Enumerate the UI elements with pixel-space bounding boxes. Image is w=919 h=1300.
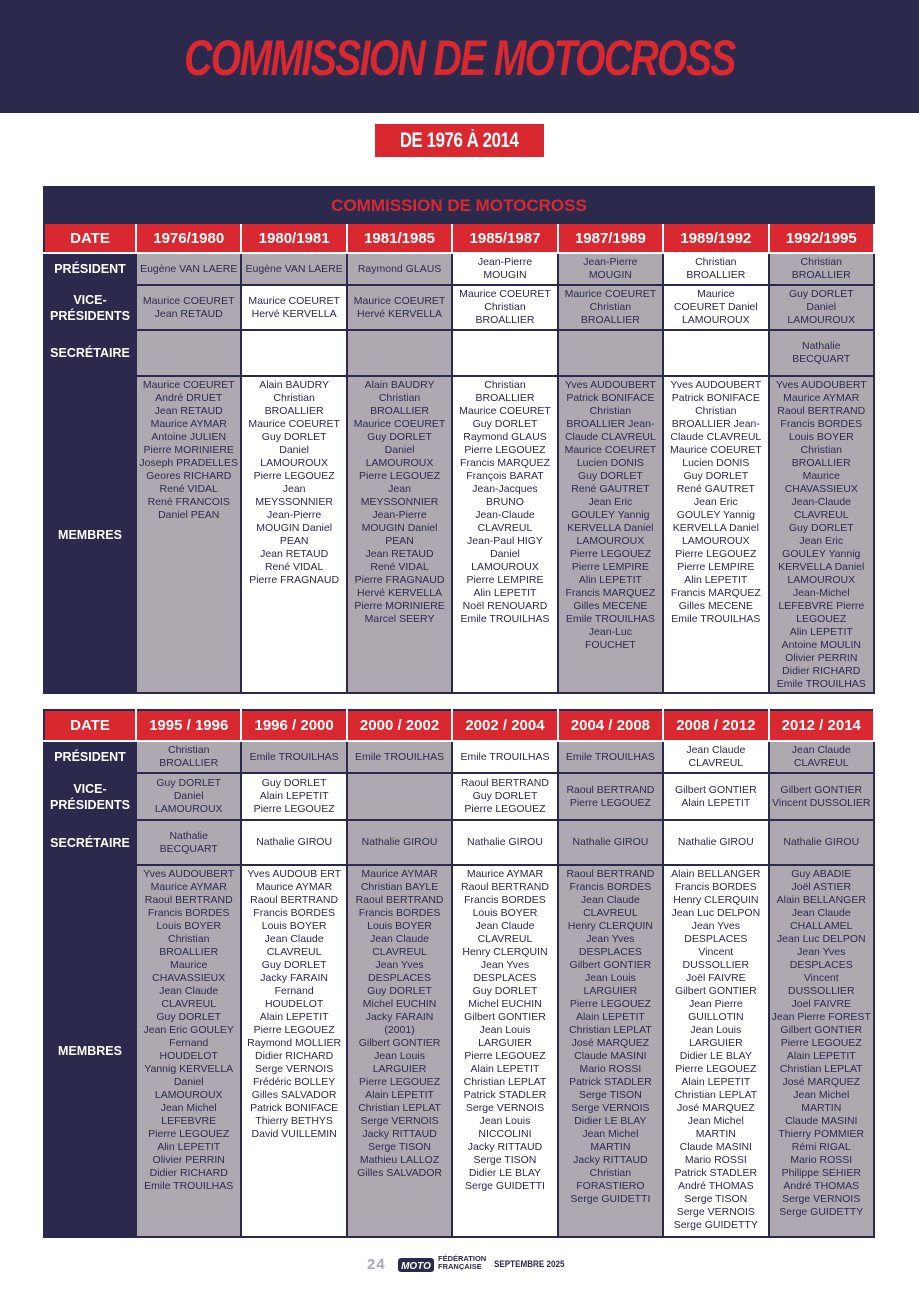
president-cell: Jean Claude CLAVREUL bbox=[663, 741, 768, 773]
membres-cell: Alain BAUDRY Christian BROALLIER Maurice COEURET Guy DORLET Daniel LAMOUROUX Pierre LEGOUEZ Jean MEYSSONNIER Jean-Pierre MOUGIN Daniel PEAN Jean RETAUD René VIDAL Pierre FRAGNAUD bbox=[241, 376, 346, 693]
row-header-vice: VICE- PRÉSIDENTS bbox=[44, 285, 136, 330]
president-cell: Emile TROUILHAS bbox=[558, 741, 663, 773]
row-header-president: PRÉSIDENT bbox=[44, 253, 136, 285]
president-cell: Emile TROUILHAS bbox=[347, 741, 452, 773]
secretaire-cell: Nathalie BECQUART bbox=[769, 330, 874, 376]
secretaire-cell: Nathalie GIROU bbox=[347, 820, 452, 865]
secretaire-cell bbox=[241, 330, 346, 376]
president-cell: Eugène VAN LAERE bbox=[241, 253, 346, 285]
membres-cell: Yves AUDOUB ERT Maurice AYMAR Raoul BERTRAND Francis BORDES Louis BOYER Jean Claude CLAVREUL Guy DORLET Jacky FARAIN Fernand HOUDELOT Alain LEPETIT Pierre LEGOUEZ Raymond MOLLIER Didier RICHARD Serge VERNOIS Frédéric BOLLEY Gilles SALVADOR Patrick BONIFACE Thierry BETHYS David VUILLEMIN bbox=[241, 865, 346, 1237]
page-title: COMMISSION DE MOTOCROSS bbox=[184, 30, 735, 86]
period-header: 1989/1992 bbox=[663, 223, 768, 253]
logo-text: MOTO bbox=[401, 1261, 431, 1272]
president-cell: Jean Claude CLAVREUL bbox=[769, 741, 874, 773]
president-row bbox=[44, 253, 874, 285]
vice-president-row bbox=[44, 773, 874, 820]
row-header-date: DATE bbox=[44, 223, 136, 253]
vice-cell bbox=[347, 773, 452, 820]
president-cell: Christian BROALLIER bbox=[136, 741, 241, 773]
vice-cell: Gilbert GONTIER Alain LEPETIT bbox=[663, 773, 768, 820]
period-header: 1985/1987 bbox=[452, 223, 557, 253]
membres-cell: Yves AUDOUBERT Maurice AYMAR Raoul BERTRAND Francis BORDES Louis BOYER Christian BROALLIER Maurice CHAVASSIEUX Jean Claude CLAVREUL Guy DORLET Jean Eric GOULEY Fernand HOUDELOT Yannig KERVELLA Daniel LAMOUROUX Jean Michel LEFEBVRE Pierre LEGOUEZ Alin LEPETIT Olivier PERRIN Didier RICHARD Emile TROUILHAS bbox=[136, 865, 241, 1237]
membres-cell: Yves AUDOUBERT Patrick BONIFACE Christian BROALLIER Jean- Claude CLAVREUL Maurice COEURET Lucien DONIS Guy DORLET René GAUTRET Jean Eric GOULEY Yannig KERVELLA Daniel LAMOUROUX Pierre LEGOUEZ Pierre LEMPIRE Alin LEPETIT Francis MARQUEZ Gilles MECENE Emile TROUILHAS bbox=[663, 376, 768, 693]
vice-president-row bbox=[44, 285, 874, 330]
vice-cell: Maurice COEURET Hervé KERVELLA bbox=[347, 285, 452, 330]
date-row bbox=[44, 710, 874, 741]
period-header: 2000 / 2002 bbox=[347, 710, 452, 741]
vice-cell: Guy DORLET Daniel LAMOUROUX bbox=[136, 773, 241, 820]
president-cell: Eugène VAN LAERE bbox=[136, 253, 241, 285]
vice-cell: Guy DORLET Alain LEPETIT Pierre LEGOUEZ bbox=[241, 773, 346, 820]
row-header-president: PRÉSIDENT bbox=[44, 741, 136, 773]
period-header: 2012 / 2014 bbox=[769, 710, 874, 741]
membres-cell: Maurice AYMAR Raoul BERTRAND Francis BORDES Louis BOYER Jean Claude CLAVREUL Henry CLERQUIN Jean Yves DESPLACES Guy DORLET Michel EUCHIN Gilbert GONTIER Jean Louis LARGUIER Pierre LEGOUEZ Alain LEPETIT Christian LEPLAT Patrick STADLER Serge VERNOIS Jean Louis NICCOLINI Jacky RITTAUD Serge TISON Didier LE BLAY Serge GUIDETTI bbox=[452, 865, 557, 1237]
period-header: 2002 / 2004 bbox=[452, 710, 557, 741]
vice-cell: Maurice COEURET Jean RETAUD bbox=[136, 285, 241, 330]
page-footer bbox=[0, 1253, 919, 1279]
vice-cell: Gilbert GONTIER Vincent DUSSOLIER bbox=[769, 773, 874, 820]
secretaire-cell bbox=[558, 330, 663, 376]
president-cell: Christian BROALLIER bbox=[663, 253, 768, 285]
secretaire-cell bbox=[347, 330, 452, 376]
members-row bbox=[44, 865, 874, 1237]
membres-cell: Maurice COEURET André DRUET Jean RETAUD Maurice AYMAR Antoine JULIEN Pierre MORINIERE Joseph PRADELLES Geores RICHARD René VIDAL René FRANCOIS Daniel PEAN bbox=[136, 376, 241, 693]
membres-cell: Yves AUDOUBERT Maurice AYMAR Raoul BERTRAND Francis BORDES Louis BOYER Christian BROALLIER Maurice CHAVASSIEUX Jean-Claude CLAVREUL Guy DORLET Jean Eric GOULEY Yannig KERVELLA Daniel LAMOUROUX Jean-Michel LEFEBVRE Pierre LEGOUEZ Alin LEPETIT Antoine MOULIN Olivier PERRIN Didier RICHARD Emile TROUILHAS bbox=[769, 376, 874, 693]
row-header-secretaire: SECRÉTAIRE bbox=[44, 330, 136, 376]
vice-cell: Maurice COEURET Hervé KERVELLA bbox=[241, 285, 346, 330]
federation-label: FÉDÉRATION FRANÇAISE bbox=[438, 1254, 487, 1271]
period-header: 2004 / 2008 bbox=[558, 710, 663, 741]
secretary-row bbox=[44, 330, 874, 376]
secretaire-cell: Nathalie GIROU bbox=[663, 820, 768, 865]
row-header-membres: MEMBRES bbox=[44, 376, 136, 693]
membres-cell: Maurice AYMAR Christian BAYLE Raoul BERTRAND Francis BORDES Louis BOYER Jean Claude CLAVREUL Jean Yves DESPLACES Guy DORLET Michel EUCHIN Jacky FARAIN (2001) Gilbert GONTIER Jean Louis LARGUIER Pierre LEGOUEZ Alain LEPETIT Christian LEPLAT Serge VERNOIS Jacky RITTAUD Serge TISON Mathieu LALLOZ Gilles SALVADOR bbox=[347, 865, 452, 1237]
commission-table-1976-1995 bbox=[43, 186, 875, 694]
president-cell: Jean-Pierre MOUGIN bbox=[558, 253, 663, 285]
row-header-secretaire: SECRÉTAIRE bbox=[44, 820, 136, 865]
secretaire-cell: Nathalie GIROU bbox=[452, 820, 557, 865]
row-header-date: DATE bbox=[44, 710, 136, 741]
president-cell: Raymond GLAUS bbox=[347, 253, 452, 285]
secretaire-cell: Nathalie GIROU bbox=[241, 820, 346, 865]
secretaire-cell: Nathalie GIROU bbox=[769, 820, 874, 865]
membres-cell: Alain BELLANGER Francis BORDES Henry CLERQUIN Jean Luc DELPON Jean Yves DESPLACES Vincent DUSSOLLIER Joël FAIVRE Gilbert GONTIER Jean Pierre GUILLOTIN Jean Louis LARGUIER Didier LE BLAY Pierre LEGOUEZ Alain LEPETIT Christian LEPLAT José MARQUEZ Jean Michel MARTIN Claude MASINI Mario ROSSI Patrick STADLER André THOMAS Serge TISON Serge VERNOIS Serge GUIDETTY bbox=[663, 865, 768, 1237]
period-header: 1976/1980 bbox=[136, 223, 241, 253]
period-header: 1992/1995 bbox=[769, 223, 874, 253]
secretaire-cell: Nathalie BECQUART bbox=[136, 820, 241, 865]
secretaire-cell bbox=[136, 330, 241, 376]
membres-cell: Yves AUDOUBERT Patrick BONIFACE Christian BROALLIER Jean- Claude CLAVREUL Maurice COEURET Lucien DONIS Guy DORLET René GAUTRET Jean Eric GOULEY Yannig KERVELLA Daniel LAMOUROUX Pierre LEGOUEZ Pierre LEMPIRE Alin LEPETIT Francis MARQUEZ Gilles MECENE Emile TROUILHAS Jean-Luc FOUCHET bbox=[558, 376, 663, 693]
period-header: 1980/1981 bbox=[241, 223, 346, 253]
vice-cell: Maurice COEURET Daniel LAMOUROUX bbox=[663, 285, 768, 330]
row-header-vice: VICE- PRÉSIDENTS bbox=[44, 773, 136, 820]
commission-table-1995-2014 bbox=[43, 709, 875, 1238]
president-cell: Christian BROALLIER bbox=[769, 253, 874, 285]
president-cell: Emile TROUILHAS bbox=[241, 741, 346, 773]
secretary-row bbox=[44, 820, 874, 865]
membres-cell: Raoul BERTRAND Francis BORDES Jean Claude CLAVREUL Henry CLERQUIN Jean Yves DESPLACES Gilbert GONTIER Jean Louis LARGUIER Pierre LEGOUEZ Alain LEPETIT Christian LEPLAT José MARQUEZ Claude MASINI Mario ROSSI Patrick STADLER Serge TISON Serge VERNOIS Didier LE BLAY Jean Michel MARTIN Jacky RITTAUD Christian FORASTIERO Serge GUIDETTI bbox=[558, 865, 663, 1237]
period-header: 1995 / 1996 bbox=[136, 710, 241, 741]
president-cell: Jean-Pierre MOUGIN bbox=[452, 253, 557, 285]
members-row bbox=[44, 376, 874, 693]
vice-cell: Raoul BERTRAND Guy DORLET Pierre LEGOUEZ bbox=[452, 773, 557, 820]
period-header: 1981/1985 bbox=[347, 223, 452, 253]
period-text: DE 1976 À 2014 bbox=[400, 129, 519, 152]
secretaire-cell: Nathalie GIROU bbox=[558, 820, 663, 865]
period-badge bbox=[375, 124, 544, 157]
table-title: COMMISSION DE MOTOCROSS bbox=[44, 187, 874, 223]
secretaire-cell bbox=[663, 330, 768, 376]
membres-cell: Christian BROALLIER Maurice COEURET Guy DORLET Raymond GLAUS Pierre LEGOUEZ Francis MARQUEZ François BARAT Jean-Jacques BRUNO Jean-Claude CLAVREUL Jean-Paul HIGY Daniel LAMOUROUX Pierre LEMPIRE Alin LEPETIT Noël RENOUARD Emile TROUILHAS bbox=[452, 376, 557, 693]
membres-cell: Alain BAUDRY Christian BROALLIER Maurice COEURET Guy DORLET Daniel LAMOUROUX Pierre LEGOUEZ Jean MEYSSONNIER Jean-Pierre MOUGIN Daniel PEAN Jean RETAUD René VIDAL Pierre FRAGNAUD Hervé KERVELLA Pierre MORINIERE Marcel SEERY bbox=[347, 376, 452, 693]
row-header-membres: MEMBRES bbox=[44, 865, 136, 1237]
vice-cell: Guy DORLET Daniel LAMOUROUX bbox=[769, 285, 874, 330]
date-row bbox=[44, 223, 874, 253]
vice-cell: Maurice COEURET Christian BROALLIER bbox=[558, 285, 663, 330]
vice-cell: Maurice COEURET Christian BROALLIER bbox=[452, 285, 557, 330]
page-number: 24 bbox=[367, 1256, 386, 1273]
vice-cell: Raoul BERTRAND Pierre LEGOUEZ bbox=[558, 773, 663, 820]
period-header: 2008 / 2012 bbox=[663, 710, 768, 741]
president-row bbox=[44, 741, 874, 773]
issue-date: SEPTEMBRE 2025 bbox=[494, 1259, 565, 1270]
table-title-row bbox=[44, 187, 874, 223]
secretaire-cell bbox=[452, 330, 557, 376]
membres-cell: Guy ABADIE Joël ASTIER Alain BELLANGER Jean Claude CHALLAMEL Jean Luc DELPON Jean Yves DESPLACES Vincent DUSSOLLIER Joel FAIVRE Jean Pierre FOREST Gilbert GONTIER Pierre LEGOUEZ Alain LEPETIT Christian LEPLAT José MARQUEZ Jean Michel MARTIN Claude MASINI Thierry POMMIER Rémi RIGAL Mario ROSSI Philippe SEHIER André THOMAS Serge VERNOIS Serge GUIDETTY bbox=[769, 865, 874, 1237]
president-cell: Emile TROUILHAS bbox=[452, 741, 557, 773]
period-header: 1996 / 2000 bbox=[241, 710, 346, 741]
ffm-moto-logo bbox=[397, 1255, 435, 1275]
period-header: 1987/1989 bbox=[558, 223, 663, 253]
